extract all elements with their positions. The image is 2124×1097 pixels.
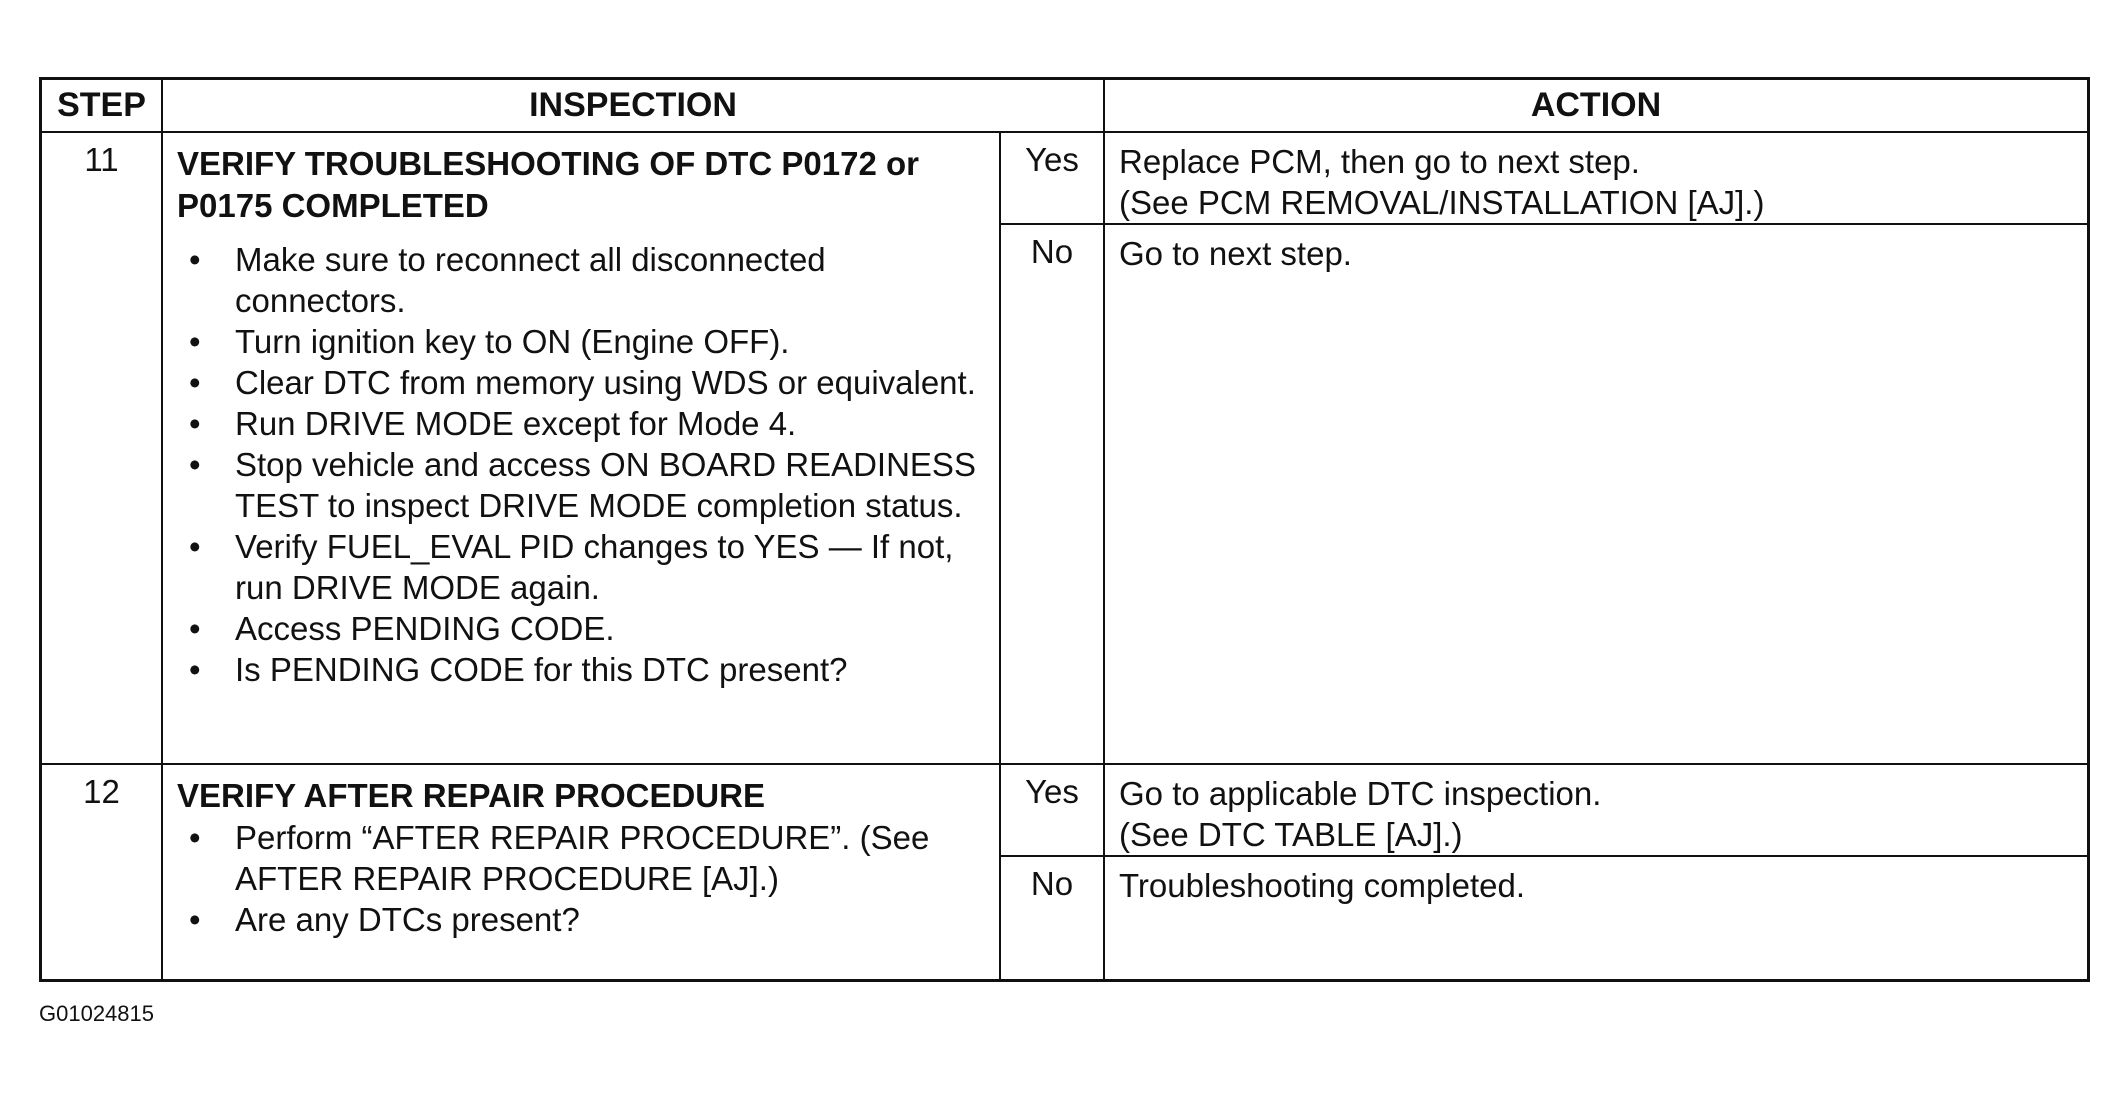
bullet-dot-icon: •: [189, 323, 201, 360]
header-action: ACTION: [1105, 80, 2087, 133]
bullet-dot-icon: •: [189, 651, 201, 688]
bullet-dot-icon: •: [189, 528, 201, 565]
action-line: Troubleshooting completed.: [1119, 867, 1526, 904]
action-line: Replace PCM, then go to next step.: [1119, 143, 1640, 180]
bullet-dot-icon: •: [189, 405, 201, 442]
inspection-bullet: • Turn ignition key to ON (Engine OFF).: [189, 323, 790, 360]
inspection-bullet-list: [177, 239, 985, 690]
step-number: 11: [42, 133, 163, 765]
action-line: (See PCM REMOVAL/INSTALLATION [AJ].): [1119, 184, 1765, 221]
bullet-dot-icon: •: [189, 241, 201, 278]
inspection-bullet: • Is PENDING CODE for this DTC present?: [189, 651, 848, 688]
bullet-dot-icon: •: [189, 819, 201, 856]
inspection-bullet: • Verify FUEL_EVAL PID changes to YES — If not, run DRIVE MODE again.: [189, 528, 954, 606]
inspection-bullet-list: [177, 817, 985, 940]
action-line: Go to next step.: [1119, 235, 1352, 272]
action-line: Go to applicable DTC inspection.: [1119, 775, 1602, 812]
inspection-title: VERIFY AFTER REPAIR PROCEDURE: [177, 777, 765, 814]
header-inspection: INSPECTION: [163, 80, 1105, 133]
yes-label: Yes: [1001, 765, 1105, 857]
no-action: [1105, 857, 2087, 979]
yes-action: [1105, 765, 2087, 857]
inspection-bullet: • Make sure to reconnect all disconnected connectors.: [189, 241, 826, 319]
no-label: No: [1001, 857, 1105, 979]
header-step: STEP: [42, 80, 163, 133]
bullet-dot-icon: •: [189, 446, 201, 483]
no-label: No: [1001, 225, 1105, 765]
yes-action: [1105, 133, 2087, 225]
step-number: 12: [42, 765, 163, 979]
inspection-bullet: • Perform “AFTER REPAIR PROCEDURE”. (See AFTER REPAIR PROCEDURE [AJ].): [189, 819, 930, 897]
bullet-dot-icon: •: [189, 610, 201, 647]
inspection-bullet: • Clear DTC from memory using WDS or equivalent.: [189, 364, 976, 401]
inspection-bullet: • Access PENDING CODE.: [189, 610, 615, 647]
bullet-dot-icon: •: [189, 901, 201, 938]
troubleshooting-table: [39, 77, 2090, 982]
no-action: [1105, 225, 2087, 765]
inspection-cell: [163, 765, 1001, 979]
inspection-bullet: • Stop vehicle and access ON BOARD READINESS TEST to inspect DRIVE MODE completion status.: [189, 446, 976, 524]
yes-label: Yes: [1001, 133, 1105, 225]
bullet-dot-icon: •: [189, 364, 201, 401]
figure-id: G01024815: [39, 1001, 154, 1026]
action-line: (See DTC TABLE [AJ].): [1119, 816, 1463, 853]
inspection-bullet: • Are any DTCs present?: [189, 901, 580, 938]
inspection-bullet: • Run DRIVE MODE except for Mode 4.: [189, 405, 797, 442]
inspection-cell: [163, 133, 1001, 765]
inspection-title: VERIFY TROUBLESHOOTING OF DTC P0172 or P0175 COMPLETED: [177, 145, 920, 224]
